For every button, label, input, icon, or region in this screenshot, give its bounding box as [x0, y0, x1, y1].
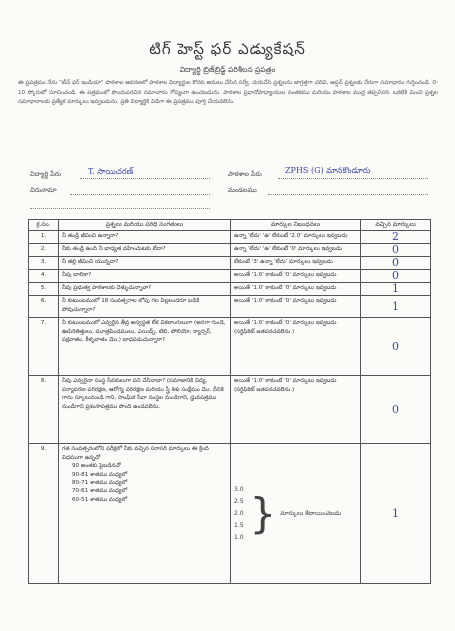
- table-row: 1. నీ తండ్రి జీవించి ఉన్నారా? ఉన్నా 'లేదు' 'ఉ' లేకుంటే '2.0' మార్కులు ఇవ్వబడు 2: [29, 231, 431, 244]
- grade-item: 90 అంతకు పైబడినచో: [72, 463, 121, 470]
- mandal-label: మండలము: [228, 186, 257, 194]
- address-line-2: [30, 208, 210, 209]
- student-name-label: విద్యార్థి పేరు: [30, 170, 62, 178]
- table-row: 2. నీకు తండ్రి ఉంది నీ బాధ్యత వహించుటకు లేదా? ఉన్నా 'లేదు' 'ఉ' లేకుంటే '0' మార్కులు ఇవ్వబడు 0: [29, 244, 431, 257]
- header-sno: క్ర.సం.: [29, 220, 59, 231]
- marks-value: 1: [361, 444, 431, 584]
- intro-paragraph: ఈ ప్రపత్రము నేను "టీచ్ ఫర్ ఇండియా" పాఠశాల ఆవరణలో పాఠశాల విద్యార్థుల కొరకు అమలు చేసిన సర్వే. దయచేసి ప్రశ్నలను జాగ్రత్తగా చదివి, ఆప్షన్ ప్రశ్నలకు నేరుగా సమాధానం గుర్తించండి. 0-10 స్కోరులో సూచించండి. ఈ పత్రములో పొందుపరచిన సమాచారం గోప్యంగా ఉంచబడును. పాఠశాల ప్రధానోపాధ్యాయుల సంతకము మరియు పాఠశాల ముద్ర తప్పనిసరి. ఒకటికి మించి ప్రశ్నల సమాధానాలకు ప్రత్యేక మార్కులు ఇవ్వబడును. ప్రతి విద్యార్థికి విడిగా ఈ ప్రపత్రము పూర్తి చేయవలెను.: [18, 80, 438, 106]
- scale-value: 1.0: [234, 533, 244, 541]
- school-name-value: ZPHS (G) మానకొండూరు: [285, 166, 371, 175]
- marks-value: 2: [361, 231, 431, 244]
- school-name-label: పాఠశాల పేరు: [228, 170, 262, 178]
- header-criteria: ప్రశ్నలు మరియు పరిధి సంగతులు: [59, 220, 231, 231]
- marks-value: 1: [361, 283, 431, 296]
- address-label: చిరునామా: [30, 186, 57, 194]
- brace-icon: }: [249, 488, 277, 538]
- address-line: [70, 194, 210, 195]
- scale-value: 2.0: [234, 509, 244, 517]
- scale-value: 2.5: [234, 497, 244, 505]
- grade-item: 60-51 శాతము మధ్యలో: [72, 496, 128, 503]
- header-marks: వచ్చిన మార్కులు: [361, 220, 431, 231]
- marks-value: 1: [361, 296, 431, 318]
- page-title: టిగ్ హెస్ట్ ఫర్ ఎడ్యుకేషన్: [149, 40, 306, 58]
- scale-value: 3.0: [234, 485, 244, 493]
- table-row: 5. నీవు ప్రభుత్వ పాఠశాలకు వెళ్ళుచున్నావా? అయితే '1.0' కాకుంటే '0' మార్కులు ఇవ్వబడు 1: [29, 283, 431, 296]
- assessment-table: [28, 219, 431, 584]
- scale-value: 1.5: [234, 521, 244, 529]
- marks-value: 0: [361, 376, 431, 444]
- mandal-line: [268, 194, 428, 195]
- grade-item: 90-81 శాతము మధ్యలో: [72, 471, 128, 478]
- student-name-line: [80, 178, 210, 179]
- grade-item: 80-71 శాతము మధ్యలో: [72, 480, 128, 487]
- table-row: 9. గత సంవత్సరంలోని పరీక్షలో నీకు వచ్చిన సరాసరి మార్కులు ఈ క్రింది విధముగా ఉన్నచో 90 అంతకు పైబడినచో 90-81 శాతము మధ్యలో 80-71 శాతము మధ్యలో 70-61 శాతము మధ్యలో 60-51 శాతము మధ్యలో 3.0 2.5 2.0 1.5 1.0 } మార్కులు కేటాయించబడు 1: [29, 444, 431, 584]
- table-row: 8. నీవు ఎవ్వరైనా సంస్థ సేవకులుగా పని చేసినావా? (సమాజానికి విద్య, పర్యావరణ పరిరక్షణ, ఆరోగ్య పరిరక్షణ మరియు స్త్రీ శిశు సంక్షేమం మొ. దీనికి గాను స్కూలునుండి గాని, సాంఘిక సేవా సంస్థల నుండిగాని, ధ్రువపత్రము నుండిగాని ప్రశంసాపత్రము పొంది ఉండవలెను. అయితే '1.0' కాకుంటే '0' మార్కులు ఇవ్వబడు (సర్టిఫికెట్ జతపరచవలెను.) 0: [29, 376, 431, 444]
- school-name-line: [278, 178, 428, 179]
- marks-value: 0: [361, 318, 431, 376]
- table-header-row: [29, 220, 431, 231]
- marks-value: 0: [361, 270, 431, 283]
- table-row: 6. నీ కుటుంబములో 18 సంవత్సరాల లోపు గల పిల్లలందరూ బడికి పోవుచున్నారా? అయితే '1.0' కాకుంటే '0' మార్కులు ఇవ్వబడు 1: [29, 296, 431, 318]
- student-name-value: T. సాయిచరణ్: [88, 167, 134, 176]
- header-rules: మార్కుల నిబంధనలు: [231, 220, 361, 231]
- marks-value: 0: [361, 257, 431, 270]
- table-row: 7. నీ కుటుంబములో ఎవ్వరైన తీవ్ర అస్వస్థత లేక వికలాంగులుగా (అనగా గుండె, ఊపిరితిత్తులు, మూత్రపిండములు, ఎయిడ్స్, టిబి, పోలియో, క్యాన్సర్, పక్షవాతం, కీళ్ళవాతం మొ.) బాధపడుచున్నారా? అయితే '1.0' కాకుంటే '0' మార్కులు ఇవ్వబడు (సర్టిఫికెట్ జతపరచవలెను.) 0: [29, 318, 431, 376]
- page-subtitle: విద్యార్థి బ్రిజ్‌బ్రిడ్జ్ పరిశీలన ప్రపత్రం: [179, 65, 276, 74]
- table-row: 4. నీవు బాలికా? అయితే '1.0' కాకుంటే '0' మార్కులు ఇవ్వబడు 0: [29, 270, 431, 283]
- grade-item: 70-61 శాతము మధ్యలో: [72, 488, 128, 495]
- scale-note: మార్కులు కేటాయించబడు: [280, 509, 342, 517]
- marks-value: 0: [361, 244, 431, 257]
- table-row: 3. నీ తల్లి జీవించి యున్నదా? లేకుంటే '3' ఉన్నా 'లేదు' మార్కులు ఇవ్వబడు 0: [29, 257, 431, 270]
